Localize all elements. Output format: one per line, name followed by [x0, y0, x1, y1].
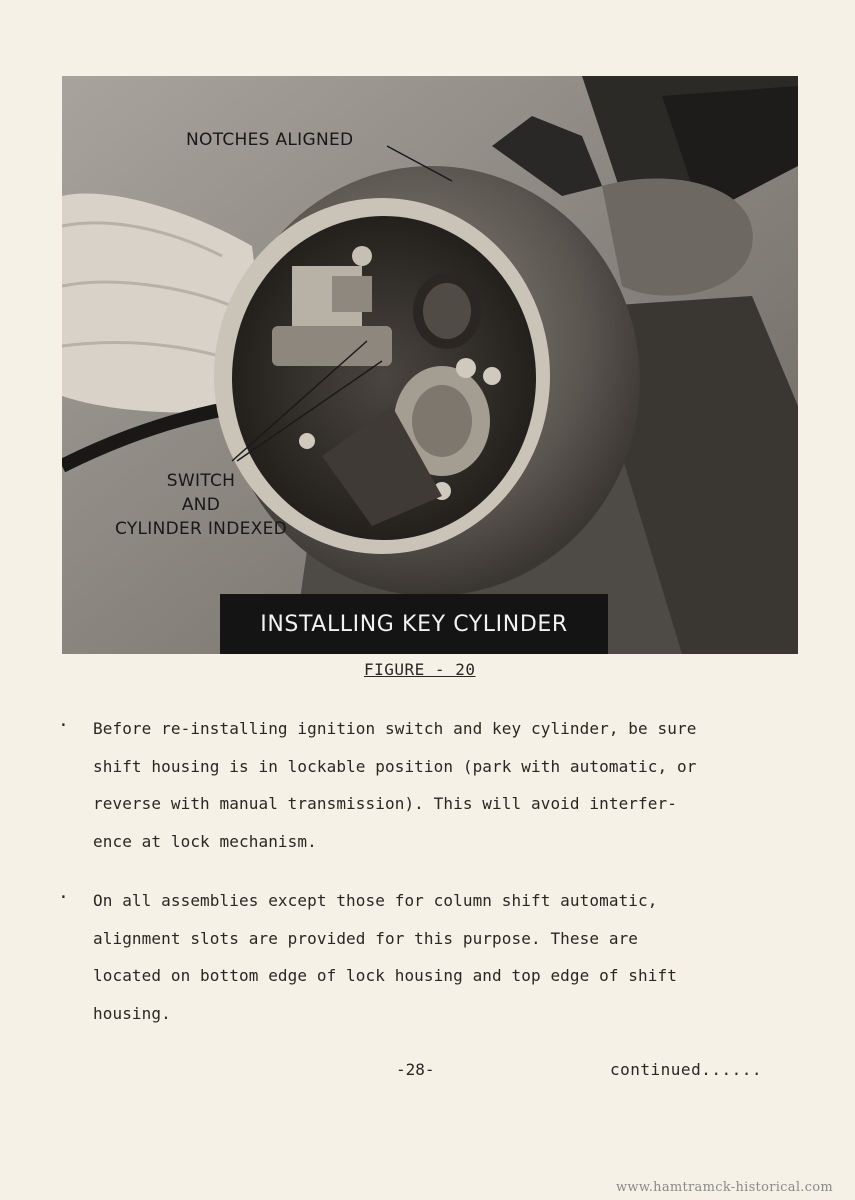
switch-cylinder-indexed-label [90, 469, 312, 541]
figure-caption: FIGURE - 20 [364, 660, 476, 679]
bullet: . [58, 882, 69, 903]
text-line: Before re-installing ignition switch and key cylinder, be sure [93, 719, 697, 738]
text-line: reverse with manual transmission). This will avoid interfer- [93, 794, 677, 813]
switch-label-line: CYLINDER INDEXED [114, 519, 288, 539]
page-number: -28- [396, 1060, 435, 1079]
paragraph-text [93, 710, 813, 860]
steering-column-illustration [62, 76, 798, 654]
text-line: alignment slots are provided for this purpose. These are [93, 928, 639, 948]
continued-note: continued...... [610, 1060, 762, 1079]
text-line: On all assemblies except those for column shift automatic, [93, 891, 658, 910]
notches-aligned-label: NOTCHES ALIGNED [186, 130, 354, 150]
bullet: . [58, 710, 69, 731]
figure-title-banner: INSTALLING KEY CYLINDER [220, 594, 608, 654]
watermark: www.hamtramck-historical.com [616, 1180, 834, 1195]
switch-label-line: AND [181, 495, 221, 515]
text-line: located on bottom edge of lock housing and top edge of shift [93, 966, 677, 985]
paragraph-text [93, 882, 813, 1032]
text-line: housing. [93, 1003, 171, 1023]
text-line: shift housing is in lockable position (park with automatic, or [93, 756, 697, 776]
switch-label-line: SWITCH [166, 471, 236, 491]
figure-photo [62, 76, 798, 654]
text-line: ence at lock mechanism. [93, 831, 317, 851]
